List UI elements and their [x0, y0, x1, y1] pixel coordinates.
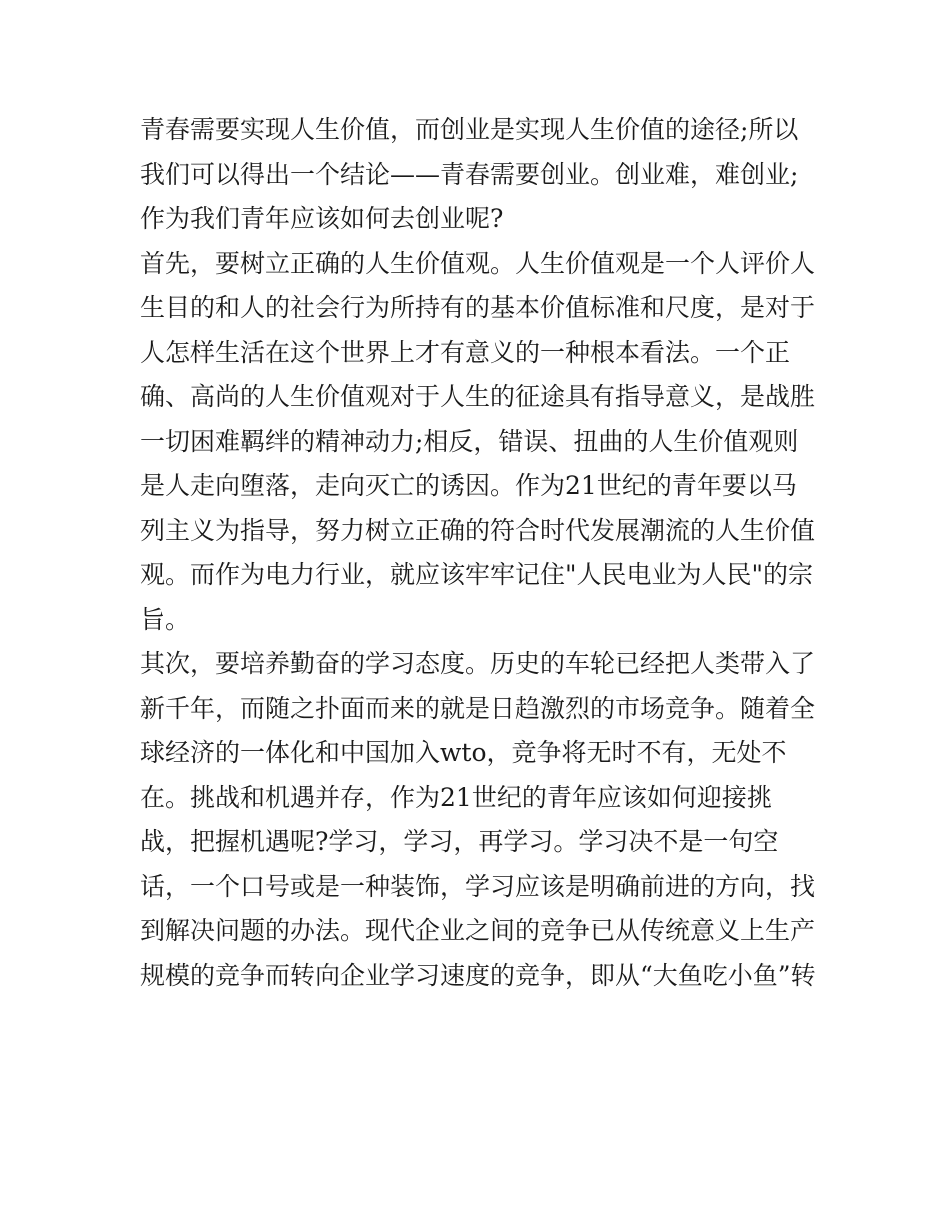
text-line: 其次，要培养勤奋的学习态度。历史的车轮已经把人类带入了 [140, 649, 816, 678]
text-line: 列主义为指导，努力树立正确的符合时代发展潮流的人生价值 [140, 515, 816, 545]
text-line: 生目的和人的社会行为所持有的基本价值标准和尺度，是对于 [140, 293, 816, 322]
text-line: 规模的竞争而转向企业学习速度的竞争，即从“大鱼吃小鱼”转 [140, 960, 816, 990]
text-line: 作为我们青年应该如何去创业呢? [140, 204, 504, 233]
text-line: 确、高尚的人生价值观对于人生的征途具有指导意义，是战胜 [140, 382, 816, 411]
text-line: 是人走向堕落，走向灭亡的诱因。作为21世纪的青年要以马 [140, 471, 797, 500]
text-line: 青春需要实现人生价值，而创业是实现人生价值的途径;所以 [140, 115, 799, 144]
text-line: 一切困难羁绊的精神动力;相反，错误、扭曲的人生价值观则 [140, 426, 799, 456]
text-line: 球经济的一体化和中国加入wto，竞争将无时不有，无处不 [140, 738, 787, 767]
text-line: 旨。 [140, 604, 191, 634]
text-line: 新千年，而随之扑面而来的就是日趋激烈的市场竞争。随着全 [140, 693, 816, 723]
document-page [140, 108, 820, 998]
text-line: 观。而作为电力行业，就应该牢牢记住"人民电业为人民"的宗 [140, 560, 814, 589]
text-line: 到解决问题的办法。现代企业之间的竞争已从传统意义上生产 [140, 916, 816, 945]
text-line: 话，一个口号或是一种装饰，学习应该是明确前进的方向，找 [140, 871, 816, 901]
text-line: 战，把握机遇呢?学习，学习，再学习。学习决不是一句空 [140, 827, 779, 856]
text-line: 人怎样生活在这个世界上才有意义的一种根本看法。一个正 [140, 337, 791, 367]
text-line: 在。挑战和机遇并存，作为21世纪的青年应该如何迎接挑 [140, 782, 772, 812]
text-line: 首先，要树立正确的人生价值观。人生价值观是一个人评价人 [140, 248, 816, 278]
text-line: 我们可以得出一个结论——青春需要创业。创业难，难创业; [140, 159, 799, 189]
